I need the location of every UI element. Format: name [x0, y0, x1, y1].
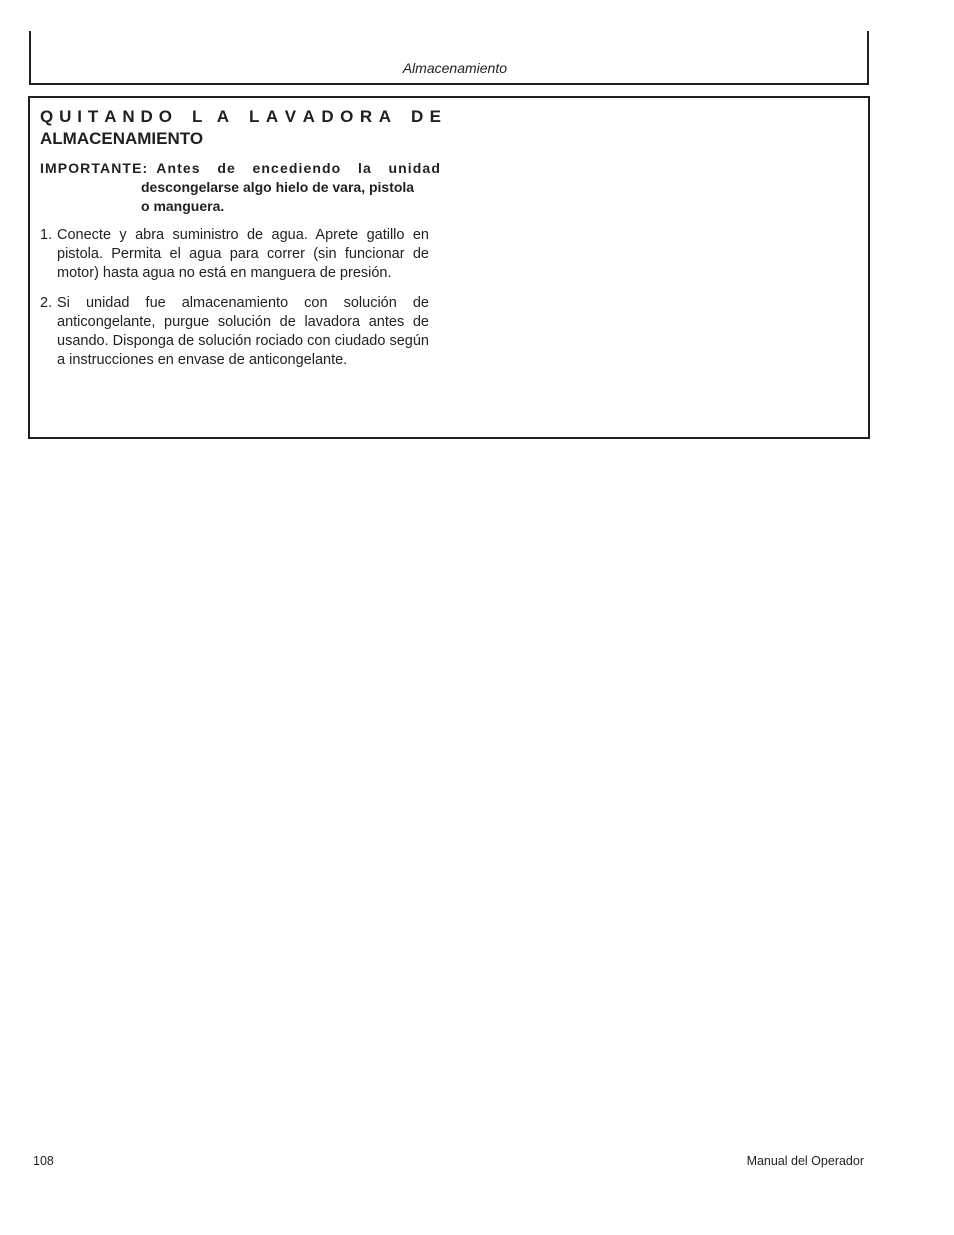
title-word-quitando: Q U I T A N D O: [40, 107, 172, 126]
important-first-line: [40, 159, 441, 178]
running-header-title: Almacenamiento: [402, 60, 507, 76]
section-box: [28, 96, 870, 439]
steps-list: [40, 226, 429, 370]
step-text: Si unidad fue almacenamiento con solución de anticongelante, purgue solución de lavadora antes de usando. Disponga de solución rociado con ciudado según a instrucciones en envase de anticongelante.: [57, 294, 429, 369]
important-text-2: descongelarse algo hielo de vara, pistola: [141, 179, 415, 195]
step-text: Conecte y abra suministro de agua. Aprete gatillo en pistola. Permita el agua para correr (sin funcionar de motor) hasta agua no está en manguera de presión.: [57, 227, 429, 282]
page-number: 108: [33, 1154, 54, 1168]
important-text-3: o manguera.: [141, 198, 225, 214]
important-text-1: Antes de encediendo la unidad: [156, 160, 441, 176]
section-title-line-2: ALMACENAMIENTO: [40, 129, 204, 148]
title-word-lavadora: L A V A D O R A: [249, 107, 391, 126]
important-label: IMPORTANTE:: [40, 160, 149, 176]
list-item: [40, 226, 429, 284]
section-title-line-1: [40, 106, 441, 128]
title-word-la: L A: [192, 107, 229, 126]
step-number: 2.: [40, 294, 53, 311]
section-column: [40, 106, 441, 380]
list-item: [40, 294, 429, 371]
title-word-de: D E: [411, 107, 441, 126]
step-number: 1.: [40, 227, 53, 243]
important-note: [40, 159, 441, 216]
manual-name: Manual del Operador: [746, 1154, 864, 1168]
running-header-box: [29, 31, 869, 85]
